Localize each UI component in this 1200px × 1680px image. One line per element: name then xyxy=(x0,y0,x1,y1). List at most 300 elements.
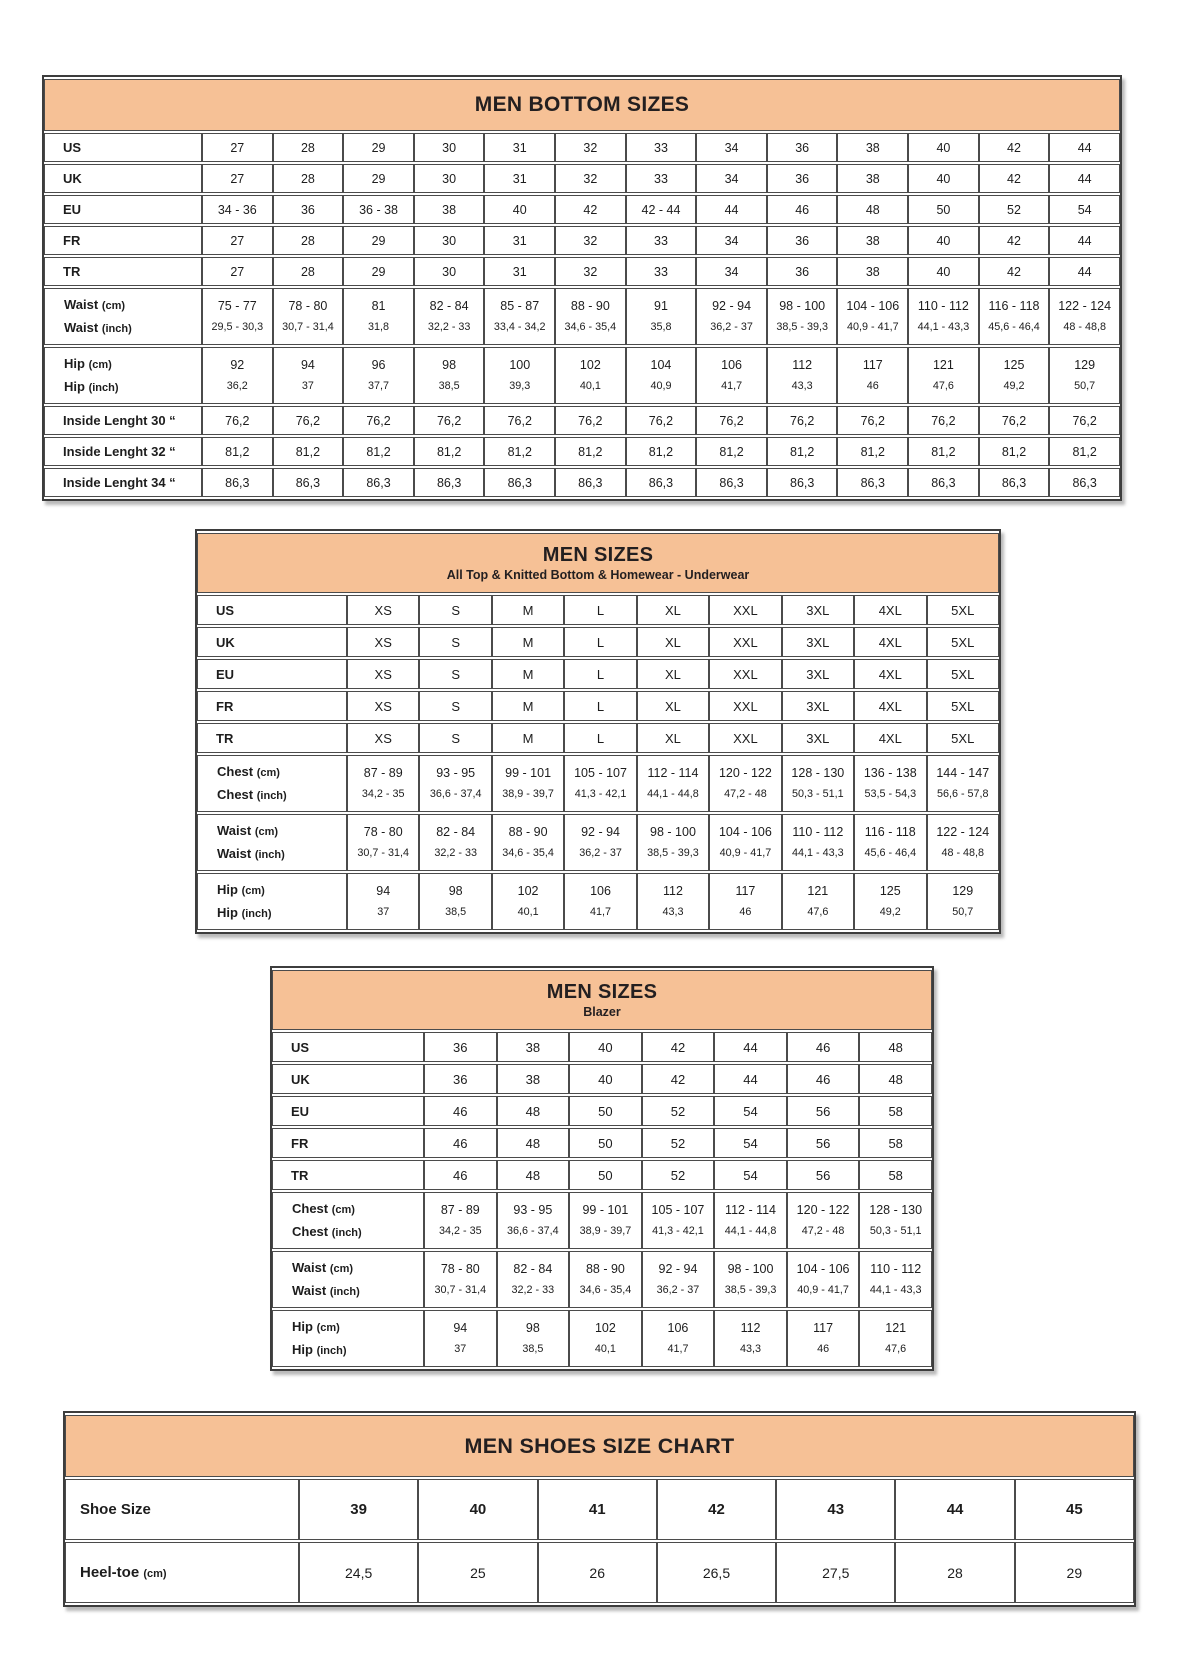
value-cell xyxy=(569,1192,642,1249)
row-label-text: FR xyxy=(63,233,81,248)
value-cell: 81,2 xyxy=(343,437,414,466)
table-row xyxy=(272,1032,932,1062)
value-cell: 33 xyxy=(626,164,697,193)
value-cell: 28 xyxy=(273,257,344,286)
table-row xyxy=(197,755,999,812)
value-cell: 42 xyxy=(979,257,1050,286)
value-cell: 5XL xyxy=(927,659,1000,689)
value-cm: 122 - 124 xyxy=(1058,299,1112,313)
value-cell: 34 xyxy=(696,164,767,193)
table-row xyxy=(197,873,999,930)
value-inch: 50,3 - 51,1 xyxy=(792,788,844,800)
value-cell: 86,3 xyxy=(767,468,838,497)
row-label xyxy=(197,627,347,657)
value-cell: 81,2 xyxy=(202,437,273,466)
value-cell: 46 xyxy=(424,1160,497,1190)
value-cm: 104 - 106 xyxy=(718,825,772,839)
value-cm: 105 - 107 xyxy=(651,1203,705,1217)
value-cell: 44 xyxy=(714,1064,787,1094)
table-header xyxy=(272,970,932,1030)
value-cm: 120 - 122 xyxy=(796,1203,850,1217)
value-cell: 34 xyxy=(696,133,767,162)
value-inch: 32,2 - 33 xyxy=(434,847,477,859)
table-row xyxy=(272,1192,932,1249)
value-cm: 125 xyxy=(879,884,901,898)
value-inch: 38,5 xyxy=(522,1343,544,1355)
value-cell: 43 xyxy=(776,1479,895,1540)
value-cm: 98 - 100 xyxy=(650,825,696,839)
value-cell: 42 xyxy=(642,1064,715,1094)
value-cm: 94 xyxy=(453,1321,468,1335)
value-cell: M xyxy=(492,627,564,657)
value-inch: 48 - 48,8 xyxy=(941,847,985,859)
value-cm: 98 - 100 xyxy=(727,1262,774,1276)
value-cell: 40 xyxy=(484,195,555,224)
value-cell: 27,5 xyxy=(776,1542,895,1603)
value-cell: 31 xyxy=(484,164,555,193)
value-cell: 54 xyxy=(714,1128,787,1158)
value-cell xyxy=(642,1192,715,1249)
value-inch: 34,6 - 35,4 xyxy=(502,847,554,859)
value-inch: 44,1 - 43,3 xyxy=(917,321,970,333)
value-cell: 36 xyxy=(767,164,838,193)
value-cell: 4XL xyxy=(854,691,926,721)
value-cell xyxy=(626,347,697,404)
row-label-unit: (inch) xyxy=(101,323,132,335)
value-cm: 92 xyxy=(230,358,245,372)
value-inch: 40,1 xyxy=(517,906,539,918)
value-cell: L xyxy=(564,627,636,657)
value-cm: 88 - 90 xyxy=(508,825,548,839)
value-cm: 82 - 84 xyxy=(436,825,476,839)
value-inch: 40,9 - 41,7 xyxy=(797,1284,849,1296)
value-inch: 37 xyxy=(301,380,314,392)
value-inch: 45,6 - 46,4 xyxy=(864,847,917,859)
value-cm: 122 - 124 xyxy=(936,825,990,839)
value-cell: 48 xyxy=(497,1096,570,1126)
value-cell: 29 xyxy=(343,133,414,162)
value-cell: 76,2 xyxy=(273,406,344,435)
value-cell xyxy=(709,873,781,930)
value-cm: 100 xyxy=(509,358,531,372)
table-header-row xyxy=(65,1415,1134,1477)
value-cm: 120 - 122 xyxy=(718,766,772,780)
table-title: MEN SIZES xyxy=(546,981,658,1003)
row-label xyxy=(197,595,347,625)
value-cell: 81,2 xyxy=(979,437,1050,466)
row-label xyxy=(44,226,202,255)
value-cm: 110 - 112 xyxy=(792,825,844,839)
value-cell: 30 xyxy=(414,257,485,286)
value-cell: 81,2 xyxy=(696,437,767,466)
value-cm: 92 - 94 xyxy=(658,1262,698,1276)
value-inch: 50,7 xyxy=(1074,380,1096,392)
value-cell: 38 xyxy=(837,133,908,162)
value-cm: 94 xyxy=(376,884,391,898)
value-cell xyxy=(714,1192,787,1249)
value-cell: 34 xyxy=(696,226,767,255)
value-cell: 86,3 xyxy=(202,468,273,497)
row-label-unit: (cm) xyxy=(331,1204,355,1216)
row-label-text: UK xyxy=(291,1071,310,1087)
value-cell: 86,3 xyxy=(414,468,485,497)
value-cell: 3XL xyxy=(782,595,854,625)
row-label xyxy=(272,1128,424,1158)
table-header-row xyxy=(272,970,932,1030)
row-label xyxy=(44,133,202,162)
row-label-unit: (cm) xyxy=(143,1568,167,1580)
value-inch: 38,9 - 39,7 xyxy=(579,1225,632,1237)
value-inch: 40,1 xyxy=(579,380,601,392)
value-cell: L xyxy=(564,691,636,721)
value-inch: 41,7 xyxy=(721,380,743,392)
value-cell xyxy=(569,1310,642,1367)
row-label xyxy=(44,347,202,404)
value-inch: 34,2 - 35 xyxy=(438,1225,482,1237)
value-cell: 24,5 xyxy=(299,1542,418,1603)
value-cell: XXL xyxy=(709,723,781,753)
value-cell: 81,2 xyxy=(837,437,908,466)
value-cell: 56 xyxy=(787,1160,860,1190)
value-inch: 29,5 - 30,3 xyxy=(211,321,264,333)
value-inch: 41,3 - 42,1 xyxy=(574,788,627,800)
row-label-text: Hip xyxy=(292,1319,313,1334)
table-row xyxy=(44,468,1120,497)
value-cell xyxy=(787,1310,860,1367)
value-inch: 44,1 - 44,8 xyxy=(647,788,699,800)
value-cell: 27 xyxy=(202,133,273,162)
row-label-unit: (inch) xyxy=(316,1345,347,1357)
table-row xyxy=(44,347,1120,404)
value-cell: 32 xyxy=(555,133,626,162)
value-cell: XL xyxy=(637,723,709,753)
value-cell xyxy=(555,347,626,404)
value-cm: 125 xyxy=(1003,358,1025,372)
value-cell: 44 xyxy=(1049,164,1120,193)
value-cell: 33 xyxy=(626,257,697,286)
row-label-text: EU xyxy=(63,202,82,217)
value-cell: 29 xyxy=(1015,1542,1134,1603)
value-cell: 44 xyxy=(714,1032,787,1062)
value-cell: 27 xyxy=(202,226,273,255)
value-cm: 129 xyxy=(1074,358,1096,372)
row-label xyxy=(65,1479,299,1540)
value-cell: 38 xyxy=(497,1032,570,1062)
value-cell: 3XL xyxy=(782,627,854,657)
value-cell: 34 xyxy=(696,257,767,286)
row-label xyxy=(44,164,202,193)
value-inch: 47,2 - 48 xyxy=(724,788,767,800)
value-inch: 34,2 - 35 xyxy=(361,788,405,800)
value-inch: 56,6 - 57,8 xyxy=(936,788,989,800)
value-cell xyxy=(492,814,564,871)
value-cell: 41 xyxy=(538,1479,657,1540)
row-label-text: Chest xyxy=(217,764,254,779)
row-label xyxy=(272,1251,424,1308)
value-inch: 46 xyxy=(739,906,752,918)
value-cell: S xyxy=(419,659,491,689)
value-cm: 121 xyxy=(932,358,954,372)
value-cell xyxy=(927,755,1000,812)
value-cell xyxy=(1049,288,1120,345)
value-cell: 50 xyxy=(569,1160,642,1190)
value-cell: 36 xyxy=(424,1032,497,1062)
value-cm: 116 - 118 xyxy=(988,299,1040,313)
value-cell xyxy=(642,1251,715,1308)
value-cm: 92 - 94 xyxy=(581,825,620,839)
value-cm: 87 - 89 xyxy=(440,1203,480,1217)
value-inch: 37,7 xyxy=(368,380,390,392)
row-label xyxy=(272,1192,424,1249)
value-cm: 88 - 90 xyxy=(570,299,610,313)
value-cell xyxy=(859,1192,932,1249)
value-cell: 81,2 xyxy=(484,437,555,466)
value-cell: 40 xyxy=(569,1032,642,1062)
value-cell: 76,2 xyxy=(908,406,979,435)
men-bottom-sizes-section xyxy=(42,75,1200,501)
table-row xyxy=(44,133,1120,162)
value-inch: 43,3 xyxy=(740,1343,762,1355)
value-cell xyxy=(767,288,838,345)
value-cell xyxy=(484,347,555,404)
value-cell xyxy=(347,873,419,930)
value-cell: 40 xyxy=(418,1479,537,1540)
value-cell: 38 xyxy=(414,195,485,224)
value-cell xyxy=(626,288,697,345)
value-cell: 86,3 xyxy=(696,468,767,497)
table-header-row xyxy=(197,533,999,593)
table-row xyxy=(44,226,1120,255)
value-inch: 30,7 - 31,4 xyxy=(434,1284,487,1296)
value-inch: 39,3 xyxy=(509,380,531,392)
value-inch: 41,7 xyxy=(590,906,612,918)
value-inch: 32,2 - 33 xyxy=(511,1284,555,1296)
value-cm: 94 xyxy=(300,358,315,372)
row-label xyxy=(44,437,202,466)
value-inch: 38,5 xyxy=(445,906,467,918)
value-cell: 48 xyxy=(859,1064,932,1094)
table-row xyxy=(272,1096,932,1126)
row-label xyxy=(197,659,347,689)
value-cm: 121 xyxy=(885,1321,907,1335)
value-cell xyxy=(414,347,485,404)
value-inch: 47,2 - 48 xyxy=(801,1225,845,1237)
value-cell: 81,2 xyxy=(767,437,838,466)
value-cell: 76,2 xyxy=(767,406,838,435)
value-inch: 36,2 - 37 xyxy=(579,847,622,859)
value-cell: 26 xyxy=(538,1542,657,1603)
value-inch: 41,3 - 42,1 xyxy=(652,1225,704,1237)
value-cell: XL xyxy=(637,627,709,657)
table-subtitle: Blazer xyxy=(583,1005,621,1019)
value-cell xyxy=(564,755,636,812)
value-inch: 36,6 - 37,4 xyxy=(429,788,482,800)
row-label xyxy=(44,195,202,224)
value-inch: 46 xyxy=(866,380,879,392)
row-label-text: Inside Lenght 32 “ xyxy=(63,444,176,459)
value-cell xyxy=(347,755,419,812)
value-inch: 49,2 xyxy=(879,906,901,918)
value-cell: L xyxy=(564,659,636,689)
value-cell: 4XL xyxy=(854,659,926,689)
value-cell xyxy=(492,755,564,812)
row-label-text: Waist xyxy=(217,823,252,838)
value-cm: 128 - 130 xyxy=(791,766,845,780)
value-inch: 45,6 - 46,4 xyxy=(988,321,1040,333)
row-label-text: Chest xyxy=(292,1201,329,1216)
value-cm: 96 xyxy=(371,358,386,372)
row-label xyxy=(272,1064,424,1094)
value-cell: 5XL xyxy=(927,723,1000,753)
value-cm: 144 - 147 xyxy=(936,766,990,780)
value-cell: 52 xyxy=(642,1160,715,1190)
row-label-text: FR xyxy=(216,698,234,714)
value-cell: 81,2 xyxy=(908,437,979,466)
value-cm: 102 xyxy=(517,884,539,898)
value-cell: 44 xyxy=(895,1479,1014,1540)
value-cell xyxy=(696,288,767,345)
value-cell: 44 xyxy=(696,195,767,224)
value-cell: 48 xyxy=(837,195,908,224)
table-row xyxy=(65,1479,1134,1540)
value-cm: 92 - 94 xyxy=(712,299,752,313)
value-cell: 38 xyxy=(497,1064,570,1094)
value-cell xyxy=(854,814,926,871)
value-cell xyxy=(782,814,854,871)
value-cell: S xyxy=(419,723,491,753)
value-cell: XS xyxy=(347,595,419,625)
value-cm: 93 - 95 xyxy=(436,766,476,780)
value-cell: 81,2 xyxy=(414,437,485,466)
value-cm: 98 xyxy=(525,1321,540,1335)
value-cm: 112 xyxy=(663,884,683,898)
value-inch: 38,5 - 39,3 xyxy=(724,1284,777,1296)
table-row xyxy=(272,1251,932,1308)
value-cell: 42 - 44 xyxy=(626,195,697,224)
value-cell: 32 xyxy=(555,226,626,255)
value-cell xyxy=(424,1192,497,1249)
value-cell: 52 xyxy=(642,1096,715,1126)
value-cell xyxy=(637,755,709,812)
value-cm: 110 - 112 xyxy=(917,299,969,313)
value-cell xyxy=(709,755,781,812)
value-cell: 33 xyxy=(626,133,697,162)
table-row xyxy=(44,164,1120,193)
value-cell: 86,3 xyxy=(837,468,908,497)
value-cm: 98 - 100 xyxy=(779,299,826,313)
value-cell: XXL xyxy=(709,627,781,657)
value-cell: 27 xyxy=(202,164,273,193)
value-cell: 30 xyxy=(414,133,485,162)
table-row xyxy=(197,723,999,753)
row-label-text: Hip xyxy=(217,882,238,897)
value-cell: XL xyxy=(637,691,709,721)
value-cm: 116 - 118 xyxy=(864,825,916,839)
value-cm: 78 - 80 xyxy=(363,825,403,839)
value-cell xyxy=(837,288,908,345)
row-label-text: Waist xyxy=(217,846,252,861)
value-inch: 35,8 xyxy=(650,321,672,333)
table-row xyxy=(272,1128,932,1158)
value-cell: L xyxy=(564,723,636,753)
table-row xyxy=(272,1064,932,1094)
value-cell: 48 xyxy=(859,1032,932,1062)
value-cell: 30 xyxy=(414,226,485,255)
value-cm: 129 xyxy=(952,884,974,898)
value-inch: 40,9 - 41,7 xyxy=(719,847,772,859)
row-label-unit: (cm) xyxy=(329,1263,354,1275)
value-cell: XS xyxy=(347,659,419,689)
value-cm: 85 - 87 xyxy=(500,299,540,313)
value-cell: 48 xyxy=(497,1160,570,1190)
value-cell: 38 xyxy=(837,226,908,255)
table-subtitle: All Top & Knitted Bottom & Homewear - Underwear xyxy=(446,568,750,582)
value-cell xyxy=(564,814,636,871)
value-cell: 31 xyxy=(484,257,555,286)
value-cm: 75 - 77 xyxy=(217,299,257,313)
value-inch: 31,8 xyxy=(368,321,390,333)
value-cell: 52 xyxy=(642,1128,715,1158)
value-cell: 86,3 xyxy=(908,468,979,497)
value-cell: 44 xyxy=(1049,133,1120,162)
value-cell: 76,2 xyxy=(837,406,908,435)
row-label-text: UK xyxy=(216,634,235,650)
row-label-unit: (inch) xyxy=(329,1286,360,1298)
value-inch: 47,6 xyxy=(932,380,954,392)
row-label-unit: (inch) xyxy=(256,790,287,802)
value-cell: M xyxy=(492,723,564,753)
value-inch: 37 xyxy=(454,1343,467,1355)
value-cell xyxy=(419,814,491,871)
value-cell: 58 xyxy=(859,1096,932,1126)
row-label-text: FR xyxy=(291,1135,309,1151)
table-header-row xyxy=(44,79,1120,131)
value-cm: 98 xyxy=(448,884,463,898)
row-label-text: Heel-toe xyxy=(80,1564,140,1581)
value-cell: 29 xyxy=(343,226,414,255)
value-cell xyxy=(637,873,709,930)
row-label-unit: (inch) xyxy=(241,908,272,920)
value-cell: 76,2 xyxy=(555,406,626,435)
value-cell: 29 xyxy=(343,257,414,286)
value-inch: 48 - 48,8 xyxy=(1063,321,1106,333)
value-inch: 36,6 - 37,4 xyxy=(507,1225,559,1237)
value-cell xyxy=(714,1310,787,1367)
value-cell: 76,2 xyxy=(343,406,414,435)
value-cell: 36 xyxy=(767,133,838,162)
value-cell xyxy=(564,873,636,930)
value-cell xyxy=(979,347,1050,404)
value-cell xyxy=(484,288,555,345)
value-cell xyxy=(497,1310,570,1367)
value-cell: 36 xyxy=(273,195,344,224)
table-row xyxy=(272,1160,932,1190)
value-cell xyxy=(859,1251,932,1308)
value-cell xyxy=(908,288,979,345)
value-cell xyxy=(424,1251,497,1308)
table-row xyxy=(197,627,999,657)
value-cell xyxy=(837,347,908,404)
value-cell: 40 xyxy=(908,164,979,193)
row-label-text: EU xyxy=(216,666,235,682)
value-inch: 33,4 - 34,2 xyxy=(493,321,546,333)
value-cm: 110 - 112 xyxy=(870,1262,922,1276)
value-cm: 81 xyxy=(371,299,386,313)
value-cell xyxy=(202,288,273,345)
value-cell: XS xyxy=(347,723,419,753)
value-cell: 54 xyxy=(714,1096,787,1126)
value-cell: 52 xyxy=(979,195,1050,224)
